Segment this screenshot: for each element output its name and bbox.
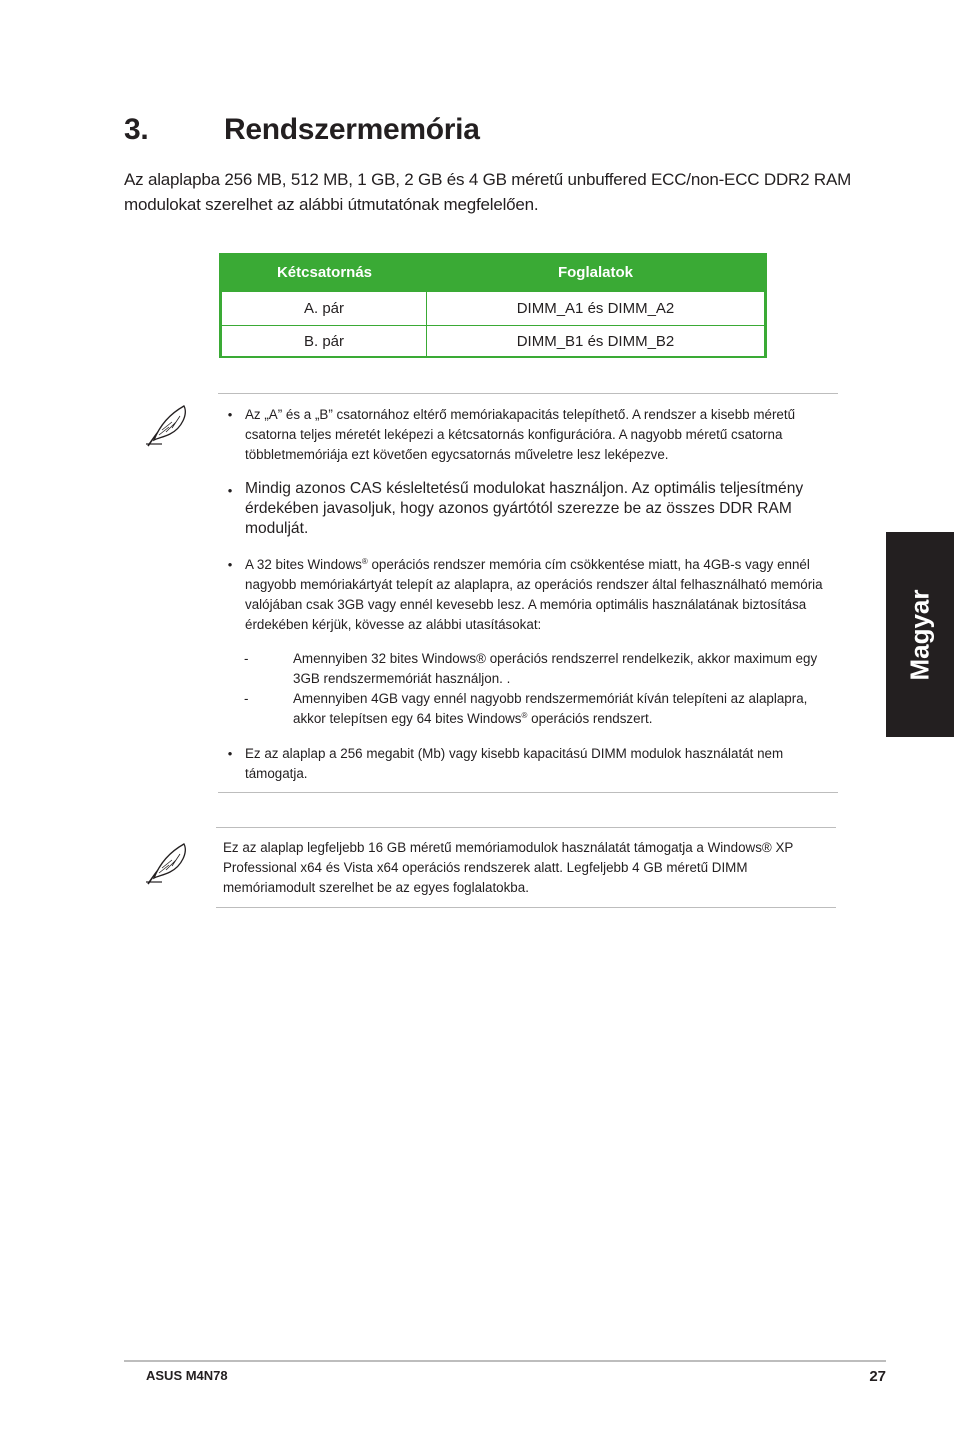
note-top-rule bbox=[218, 393, 838, 394]
table-cell-sockets: DIMM_B1 és DIMM_B2 bbox=[516, 332, 675, 350]
table-cell-pair: B. pár bbox=[222, 326, 427, 356]
bullet-marker: • bbox=[227, 557, 233, 572]
note-sub-item-1: Amennyiben 32 bites Windows® operációs rendszerrel rendelkezik, akkor maximum egy 3GB rendszermemóriát használjon. . bbox=[293, 651, 818, 686]
memory-table bbox=[219, 253, 767, 358]
dash-marker: - bbox=[244, 691, 249, 706]
dash-marker: - bbox=[244, 651, 249, 666]
note-sub-item-2: Amennyiben 4GB vagy ennél nagyobb rendszermemóriát kíván telepíteni az alaplapra, akkor telepítsen egy 64 bites Windows® operációs rendszert. bbox=[293, 691, 808, 726]
feather-note-icon bbox=[142, 838, 192, 888]
table-row bbox=[222, 292, 764, 325]
note2-text: Ez az alaplap legfeljebb 16 GB méretű memóriamodulok használatát támogatja a Windows® XP Professional x64 és Vista x64 operációs rendszerek alatt. Legfeljebb 4 GB méretű DIMM memóriamodult szerelhet be az egyes foglalatokba. bbox=[223, 840, 794, 895]
bullet-marker: • bbox=[227, 407, 233, 422]
note-bullet-1: Az „A” és a „B” csatornához eltérő memóriakapacitás telepíthető. A rendszer a kisebb méretű csatorna teljes méretét leképezi a kétcsatornás konfigurációra. A nagyobb méretű csatorna többletmemóriája ezt követően egycsatornás műveletre lesz leképezve. bbox=[245, 407, 796, 462]
footer-rule bbox=[124, 1360, 886, 1362]
bullet-marker: • bbox=[227, 746, 233, 761]
feather-note-icon bbox=[142, 400, 192, 450]
table-row bbox=[222, 325, 764, 356]
language-label: Magyar bbox=[904, 588, 935, 681]
section-number: 3. bbox=[124, 113, 149, 146]
table-header-channel: Kétcsatornás bbox=[276, 264, 373, 281]
table-header-sockets: Foglalatok bbox=[557, 264, 633, 281]
page-title: Rendszermemória bbox=[224, 113, 480, 146]
footer-product: ASUS M4N78 bbox=[146, 1368, 228, 1383]
bullet-marker: • bbox=[227, 483, 233, 498]
language-side-tab bbox=[886, 532, 954, 737]
table-cell-sockets: DIMM_A1 és DIMM_A2 bbox=[516, 300, 675, 317]
page-number: 27 bbox=[869, 1368, 886, 1385]
note-bullet-2: Mindig azonos CAS késleltetésű modulokat használjon. Az optimális teljesítmény érdekében javasoljuk, hogy azonos gyártótól szerezze be az összes DDR RAM modulját. bbox=[245, 480, 804, 537]
table-cell-pair: A. pár bbox=[222, 292, 427, 325]
note2-bottom-rule bbox=[216, 907, 836, 908]
note-bullet-3: A 32 bites Windows® operációs rendszer memória cím csökkentése miatt, ha 4GB-s vagy ennél nagyobb memóriakártyát telepít az alaplapra, az operációs rendszer által felhasználható memória valójában csak 3GB vagy ennél kevesebb lesz. A memória optimális használatának biztosítása érdekében kérjük, kövesse az alábbi utasításokat: bbox=[245, 557, 823, 632]
intro-paragraph: Az alaplapba 256 MB, 512 MB, 1 GB, 2 GB és 4 GB méretű unbuffered ECC/non-ECC DDR2 RAM modulokat szerelhet az alábbi útmutatónak megfelelően. bbox=[124, 170, 852, 214]
note-bottom-rule bbox=[218, 792, 838, 793]
note2-top-rule bbox=[216, 827, 836, 828]
note-bullet-4: Ez az alaplap a 256 megabit (Mb) vagy kisebb kapacitású DIMM modulok használatát nem támogatja. bbox=[245, 746, 784, 781]
